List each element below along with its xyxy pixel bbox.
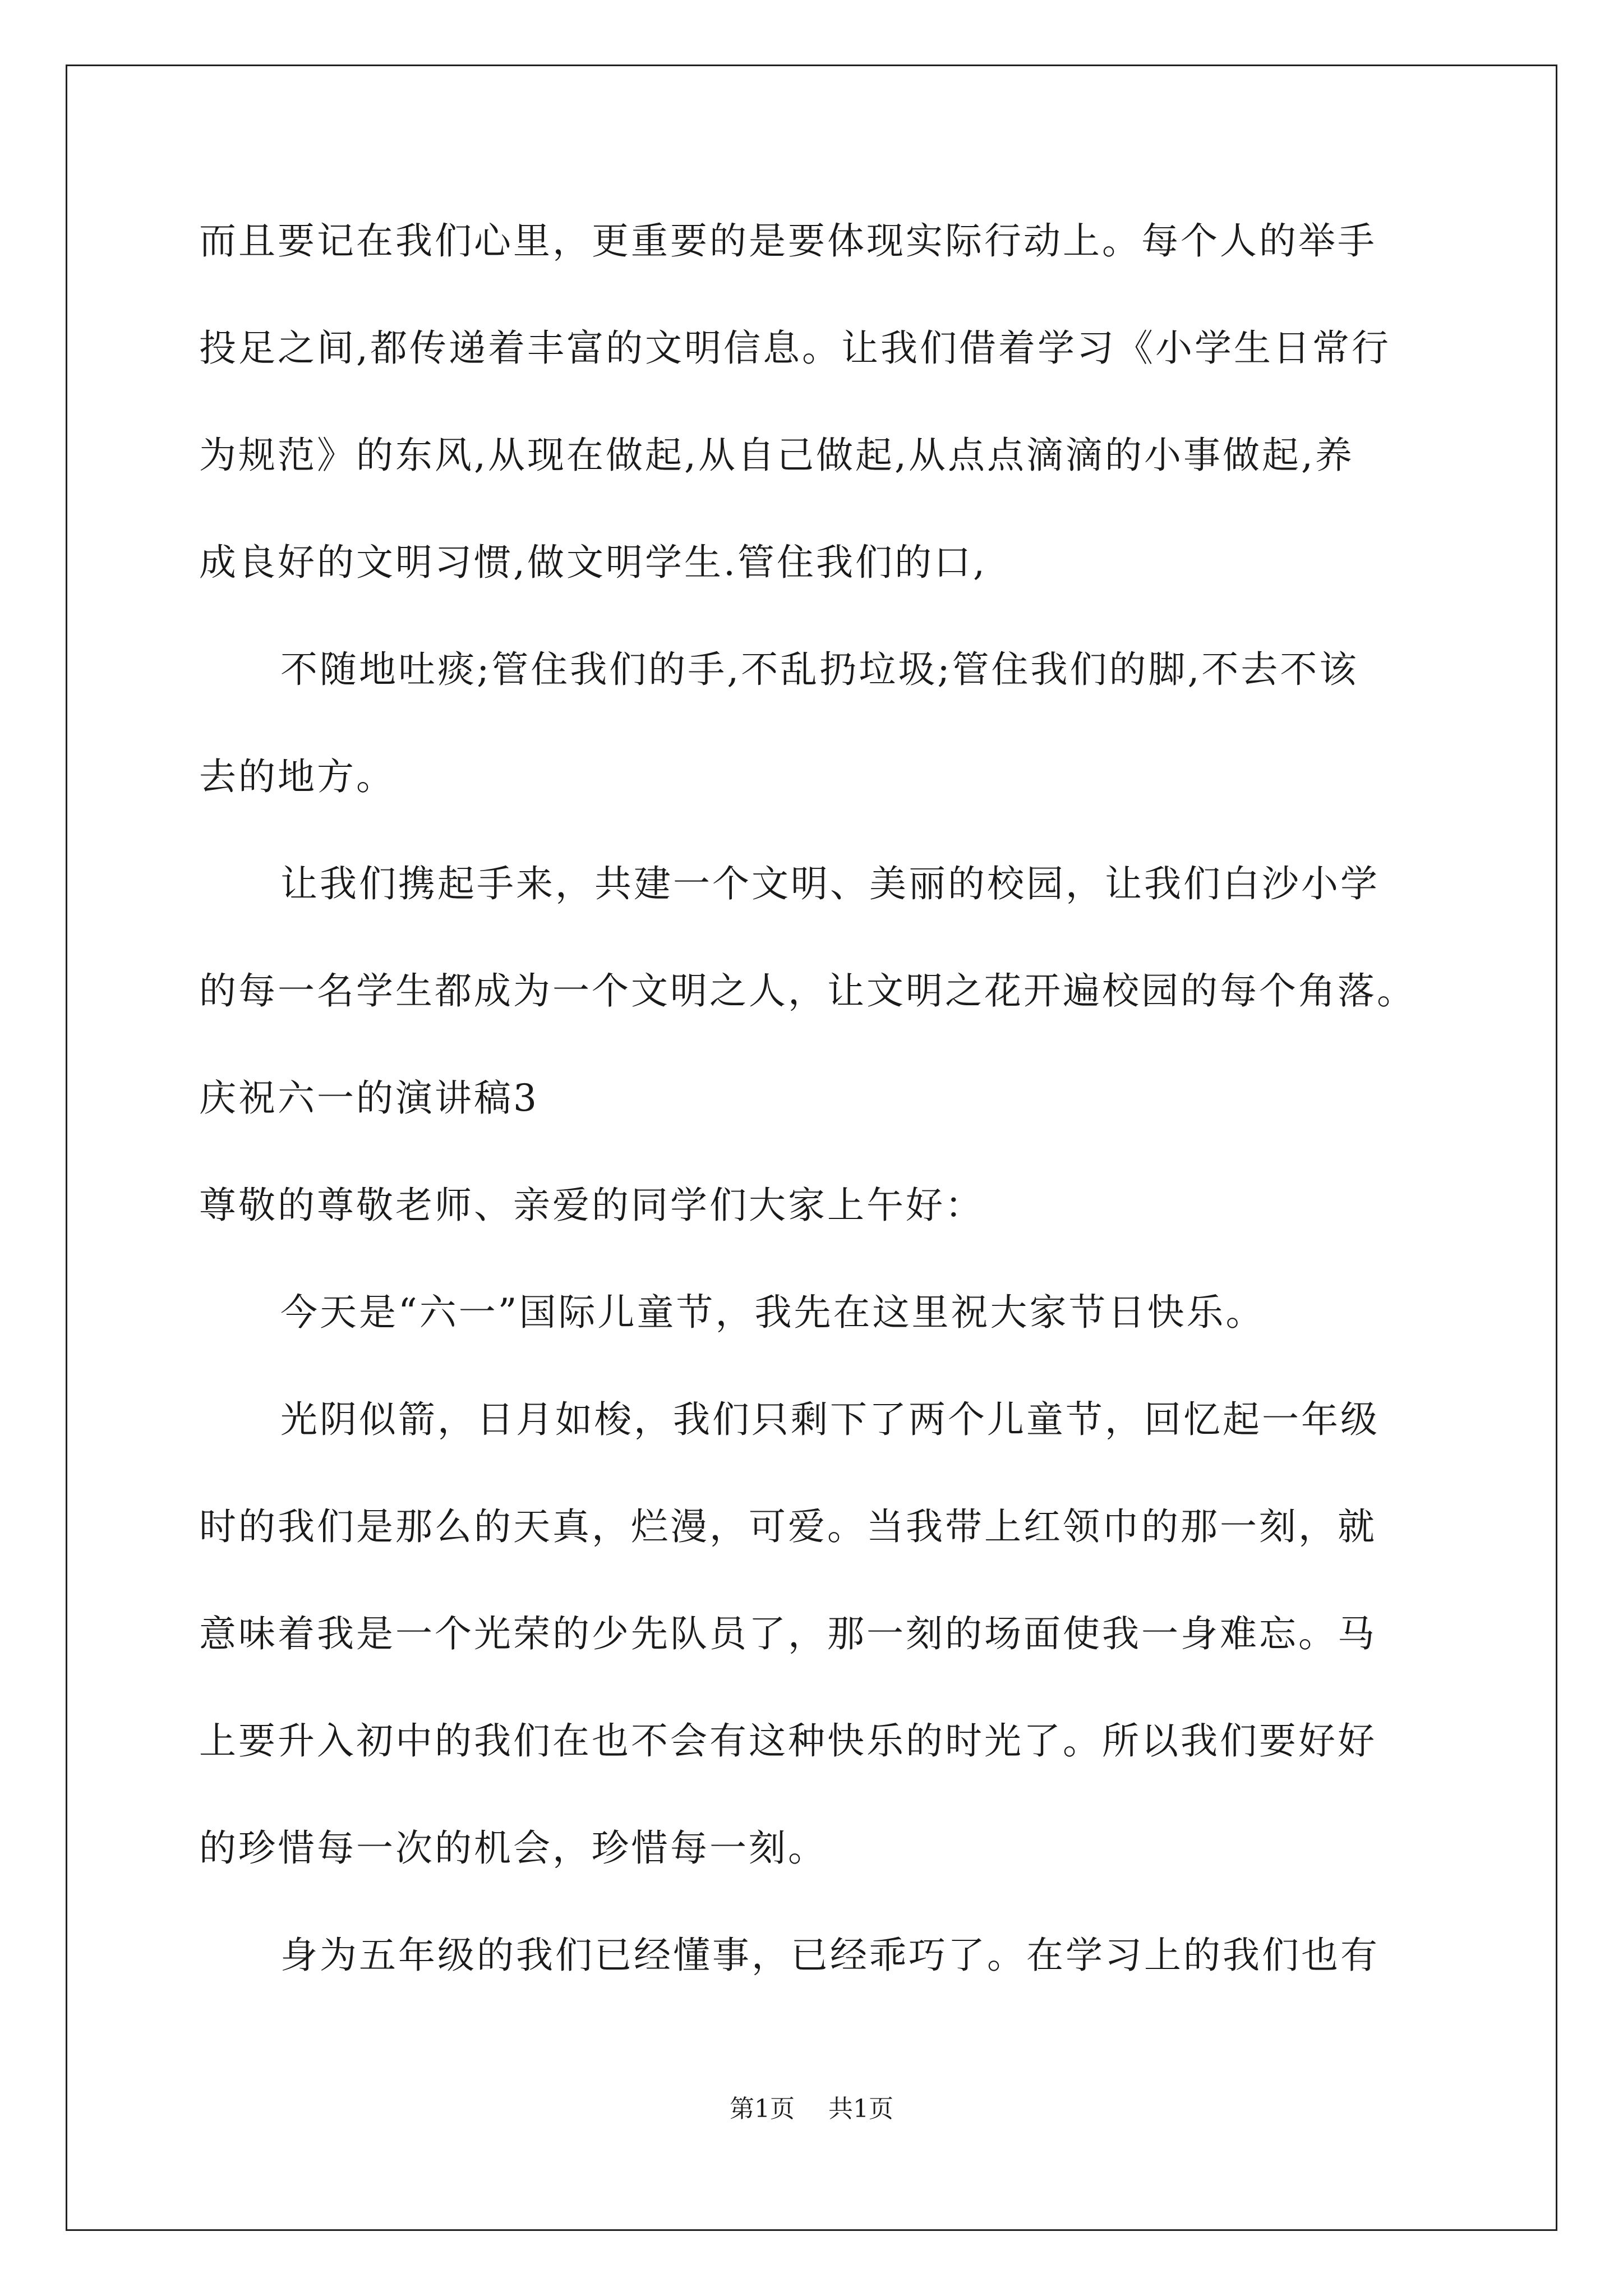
text-line: 去的地方。 [199,755,395,798]
text-line: 投足之间,都传递着丰富的文明信息。让我们借着学习《小学生日常行 [199,326,1391,370]
text-line: 意味着我是一个光荣的少先队员了，那一刻的场面使我一身难忘。马 [199,1612,1377,1655]
text-line: 时的我们是那么的天真，烂漫，可爱。当我带上红领巾的那一刻，就 [199,1505,1377,1548]
text-line: 身为五年级的我们已经懂事，已经乖巧了。在学习上的我们也有 [280,1934,1380,1977]
text-line: 的每一名学生都成为一个文明之人，让文明之花开遍校园的每个角落。 [199,969,1416,1013]
text-line: 为规范》的东风,从现在做起,从自己做起,从点点滴滴的小事做起,养 [199,434,1354,477]
text-line: 光阴似箭，日月如梭，我们只剩下了两个儿童节，回忆起一年级 [280,1398,1380,1441]
page-footer [0,2092,1623,2126]
text-line: 上要升入初中的我们在也不会有这种快乐的时光了。所以我们要好好 [199,1719,1377,1763]
salutation: 尊敬的尊敬老师、亲爱的同学们大家上午好： [199,1184,984,1227]
text-line: 的珍惜每一次的机会，珍惜每一刻。 [199,1826,827,1870]
page-total: 共1页 [828,2095,893,2123]
text-line: 让我们携起手来，共建一个文明、美丽的校园，让我们白沙小学 [280,862,1380,905]
text-line: 不随地吐痰;管住我们的手,不乱扔垃圾;管住我们的脚,不去不该 [280,648,1359,691]
document-body [199,217,1433,2038]
text-line: 而且要记在我们心里，更重要的是要体现实际行动上。每个人的举手 [199,219,1377,263]
text-line: 今天是“六一”国际儿童节，我先在这里祝大家节日快乐。 [280,1291,1265,1334]
section-heading: 庆祝六一的演讲稿3 [199,1076,539,1120]
text-line: 成良好的文明习惯,做文明学生.管住我们的口, [199,541,987,584]
page-number: 第1页 [730,2095,795,2123]
